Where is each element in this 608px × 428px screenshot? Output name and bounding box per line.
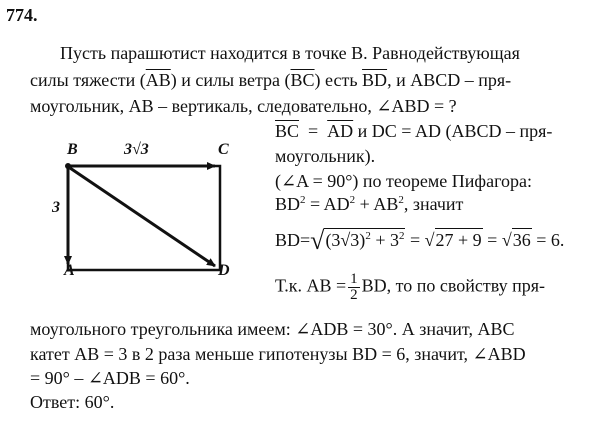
text-right-2: моугольник). [275,146,376,166]
exponent: 2 [398,230,405,242]
exponent: 2 [398,194,404,206]
exponent: 2 [365,230,371,242]
text-fragment: ) есть [314,70,358,90]
denominator: 2 [350,287,358,303]
text-line-3: моугольник, AB – вертикаль, следовательно, ∠ABD = ? [30,96,457,116]
radicand: 36 [512,230,531,250]
point-b [65,163,71,169]
rectangle-figure [40,130,240,280]
text-right-5: $BD=√(3√3)^2 + 3^2 = √27 + 9 = √36 = 6$. [275,226,565,255]
text-line-b2: катет AB = 3 в 2 раза меньше гипотенузы BD = 6, значит, ∠ABD [30,344,526,364]
vector-bc: $\overline{BC}$ [275,121,300,141]
text-fragment: + AB [355,194,399,214]
text-fragment: = [405,230,425,250]
radicand: 27 + 9 [435,230,482,250]
text-fragment: и DC = AD (ABCD – пря- [357,121,553,141]
text-right-1 [275,120,552,142]
label-c: C [218,141,229,158]
exponent: 2 [349,194,356,206]
text-fragment: = 6. [531,230,565,250]
vector-bd: $\overline{BD}$ [362,70,388,90]
text-fragment: BD= [275,230,311,250]
problem-number: 774. [6,5,38,25]
label-a: A [64,262,75,279]
label-3sqrt3: 3√3 [124,141,149,158]
numerator: 1 [350,271,358,287]
text-fragment: силы тяжести ( [30,70,146,90]
text-line-b1: моугольного треугольника имеем: ∠ADB = 30°. А значит, ABC [30,319,515,339]
text-line-b3: = 90° – ∠ADB = 60°. [30,368,190,388]
text-right-3: (∠A = 90°) по теореме Пифагора: [275,171,532,191]
text-fragment: , значит [403,194,464,214]
vector-bc: $\overline{BC}$ [290,70,315,90]
label-3: 3 [52,199,60,216]
exponent: 2 [300,194,306,206]
text-right-4 [275,193,463,215]
text-fragment: Т.к. AB = [275,275,347,296]
text-fragment: + 3 [370,230,399,250]
text-line-1: Пусть парашютист находится в точке B. Равнодействующая [60,43,520,63]
text-line-2 [30,69,511,91]
radicand [324,228,405,251]
label-d: D [218,262,230,279]
label-b: B [67,141,78,158]
text-right-6 [275,272,545,303]
answer-line: Ответ: 60°. [30,392,115,412]
vector-ad: $\overline{AD}$ [327,121,354,141]
text-fragment: (3√3) [325,230,366,250]
fraction-one-half [348,272,360,303]
text-fragment: = [482,230,502,250]
vector-ab: $\overline{AB}$ [145,70,171,90]
text-fragment: ) и силы ветра ( [170,70,291,90]
arrow-bd [70,168,215,266]
text-fragment: , и ABCD – пря- [387,70,512,90]
text-fragment: = AD [305,194,350,214]
text-fragment: = [308,121,319,141]
text-fragment: BD, то по свойству пря- [361,275,546,296]
text-fragment: BD [275,194,301,214]
radical-sign: √ [310,226,325,255]
